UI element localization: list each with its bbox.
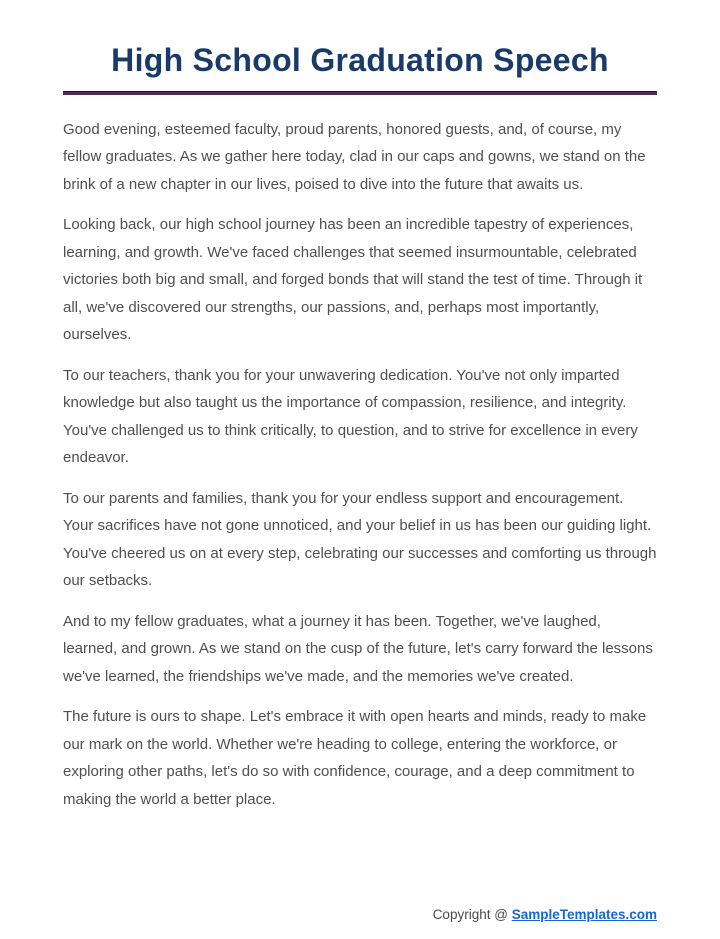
copyright-text: Copyright @ (432, 907, 508, 922)
title-divider (63, 91, 657, 95)
speech-paragraph-parents: To our parents and families, thank you for your endless support and encouragement. Your sacrifices have not gone unnoticed, and your belief in us has been our guiding light. You've cheered us on at every step, celebrating our successes and comforting us through our setbacks. (63, 489, 657, 590)
footer (63, 907, 657, 939)
speech-paragraph-teachers: To our teachers, thank you for your unwavering dedication. You've not only imparted knowledge but also taught us the importance of compassion, resilience, and integrity. You've challenged us to think critically, to question, and to strive for excellence in every endeavor. (63, 366, 638, 467)
sampletemplates-link[interactable]: SampleTemplates.com (511, 907, 657, 922)
page-title: High School Graduation Speech (111, 42, 609, 78)
speech-body (63, 116, 657, 827)
speech-paragraph-graduates: And to my fellow graduates, what a journey it has been. Together, we've laughed, learned, and grown. As we stand on the cusp of the future, let's carry forward the lessons we've learned, the friendships we've made, and the memories we've created. (63, 612, 653, 685)
speech-paragraph-greeting: Good evening, esteemed faculty, proud parents, honored guests, and, of course, my fellow graduates. As we gather here today, clad in our caps and gowns, we stand on the brink of a new chapter in our lives, poised to dive into the future that awaits us. (63, 120, 646, 193)
speech-paragraph-looking-back: Looking back, our high school journey has been an incredible tapestry of experiences, learning, and growth. We've faced challenges that seemed insurmountable, celebrated victories both big and small, and forged bonds that will stand the test of time. Through it all, we've discovered our strengths, our passions, and, perhaps most importantly, ourselves. (63, 216, 643, 344)
speech-paragraph-future: The future is ours to shape. Let's embrace it with open hearts and minds, ready to make our mark on the world. Whether we're heading to college, entering the workforce, or exploring other paths, let's do so with confidence, courage, and a deep commitment to making the world a better place. (63, 708, 647, 808)
